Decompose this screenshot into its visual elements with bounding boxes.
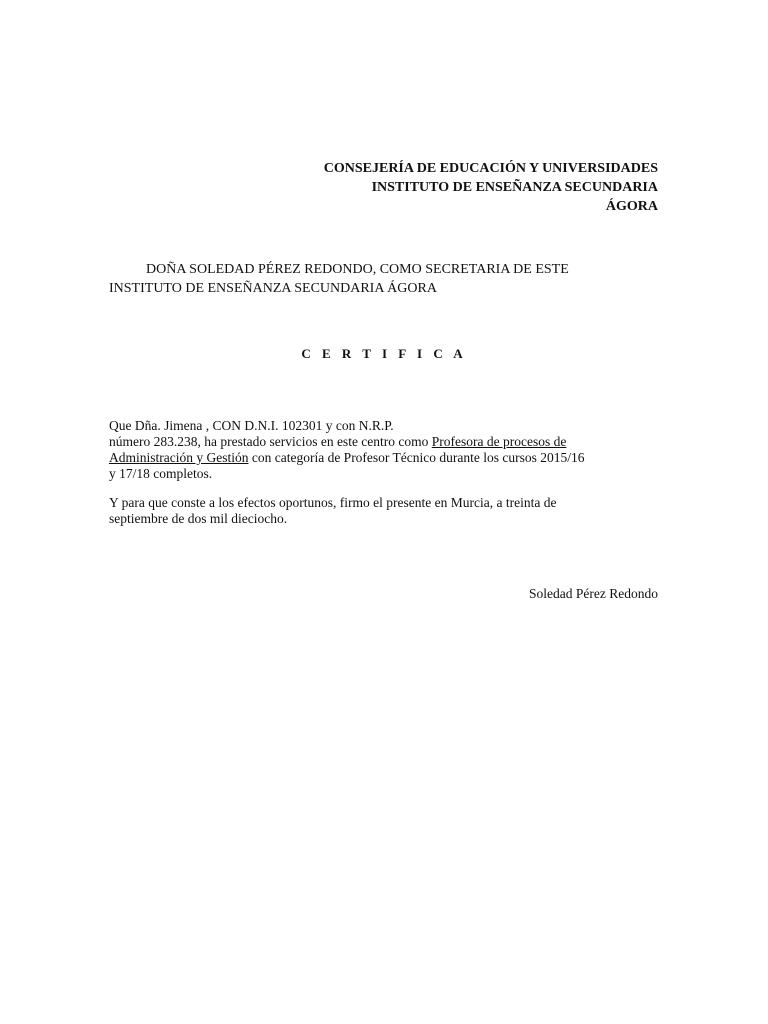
header-institute-name: ÁGORA [605,199,658,214]
body-line-4: y 17/18 completos. [109,466,213,481]
closing-paragraph [109,495,669,527]
body-line-2-text: número 283.238, ha prestado servicios en este centro como [109,434,432,449]
body-line-2 [109,434,669,450]
document-header [324,159,658,216]
intro-line-2: INSTITUTO DE ENSEÑANZA SECUNDARIA ÁGORA [109,281,437,296]
header-ministry: CONSEJERÍA DE EDUCACIÓN Y UNIVERSIDADES [323,161,658,176]
position-title-part-2: Administración y Gestión [109,450,249,465]
position-title-part-1: Profesora de procesos de [431,434,567,449]
closing-line-1: Y para que conste a los efectos oportunos, firmo el presente en Murcia, a treinta de [109,495,557,510]
header-institute: INSTITUTO DE ENSEÑANZA SECUNDARIA [371,180,658,195]
intro-line-1: DOÑA SOLEDAD PÉREZ REDONDO, COMO SECRETARIA DE ESTE [146,262,569,277]
signature-name: Soledad Pérez Redondo [529,586,658,601]
body-line-3 [109,450,669,466]
closing-line-2: septiembre de dos mil dieciocho. [109,511,288,526]
certificate-body [109,418,669,482]
certifica-heading: C E R T I F I C A [301,346,467,361]
intro-paragraph [109,260,669,298]
body-line-1: Que Dña. Jimena , CON D.N.I. 102301 y con N.R.P. [109,418,394,433]
body-line-3-text: con categoría de Profesor Técnico durante los cursos 2015/16 [248,450,585,465]
